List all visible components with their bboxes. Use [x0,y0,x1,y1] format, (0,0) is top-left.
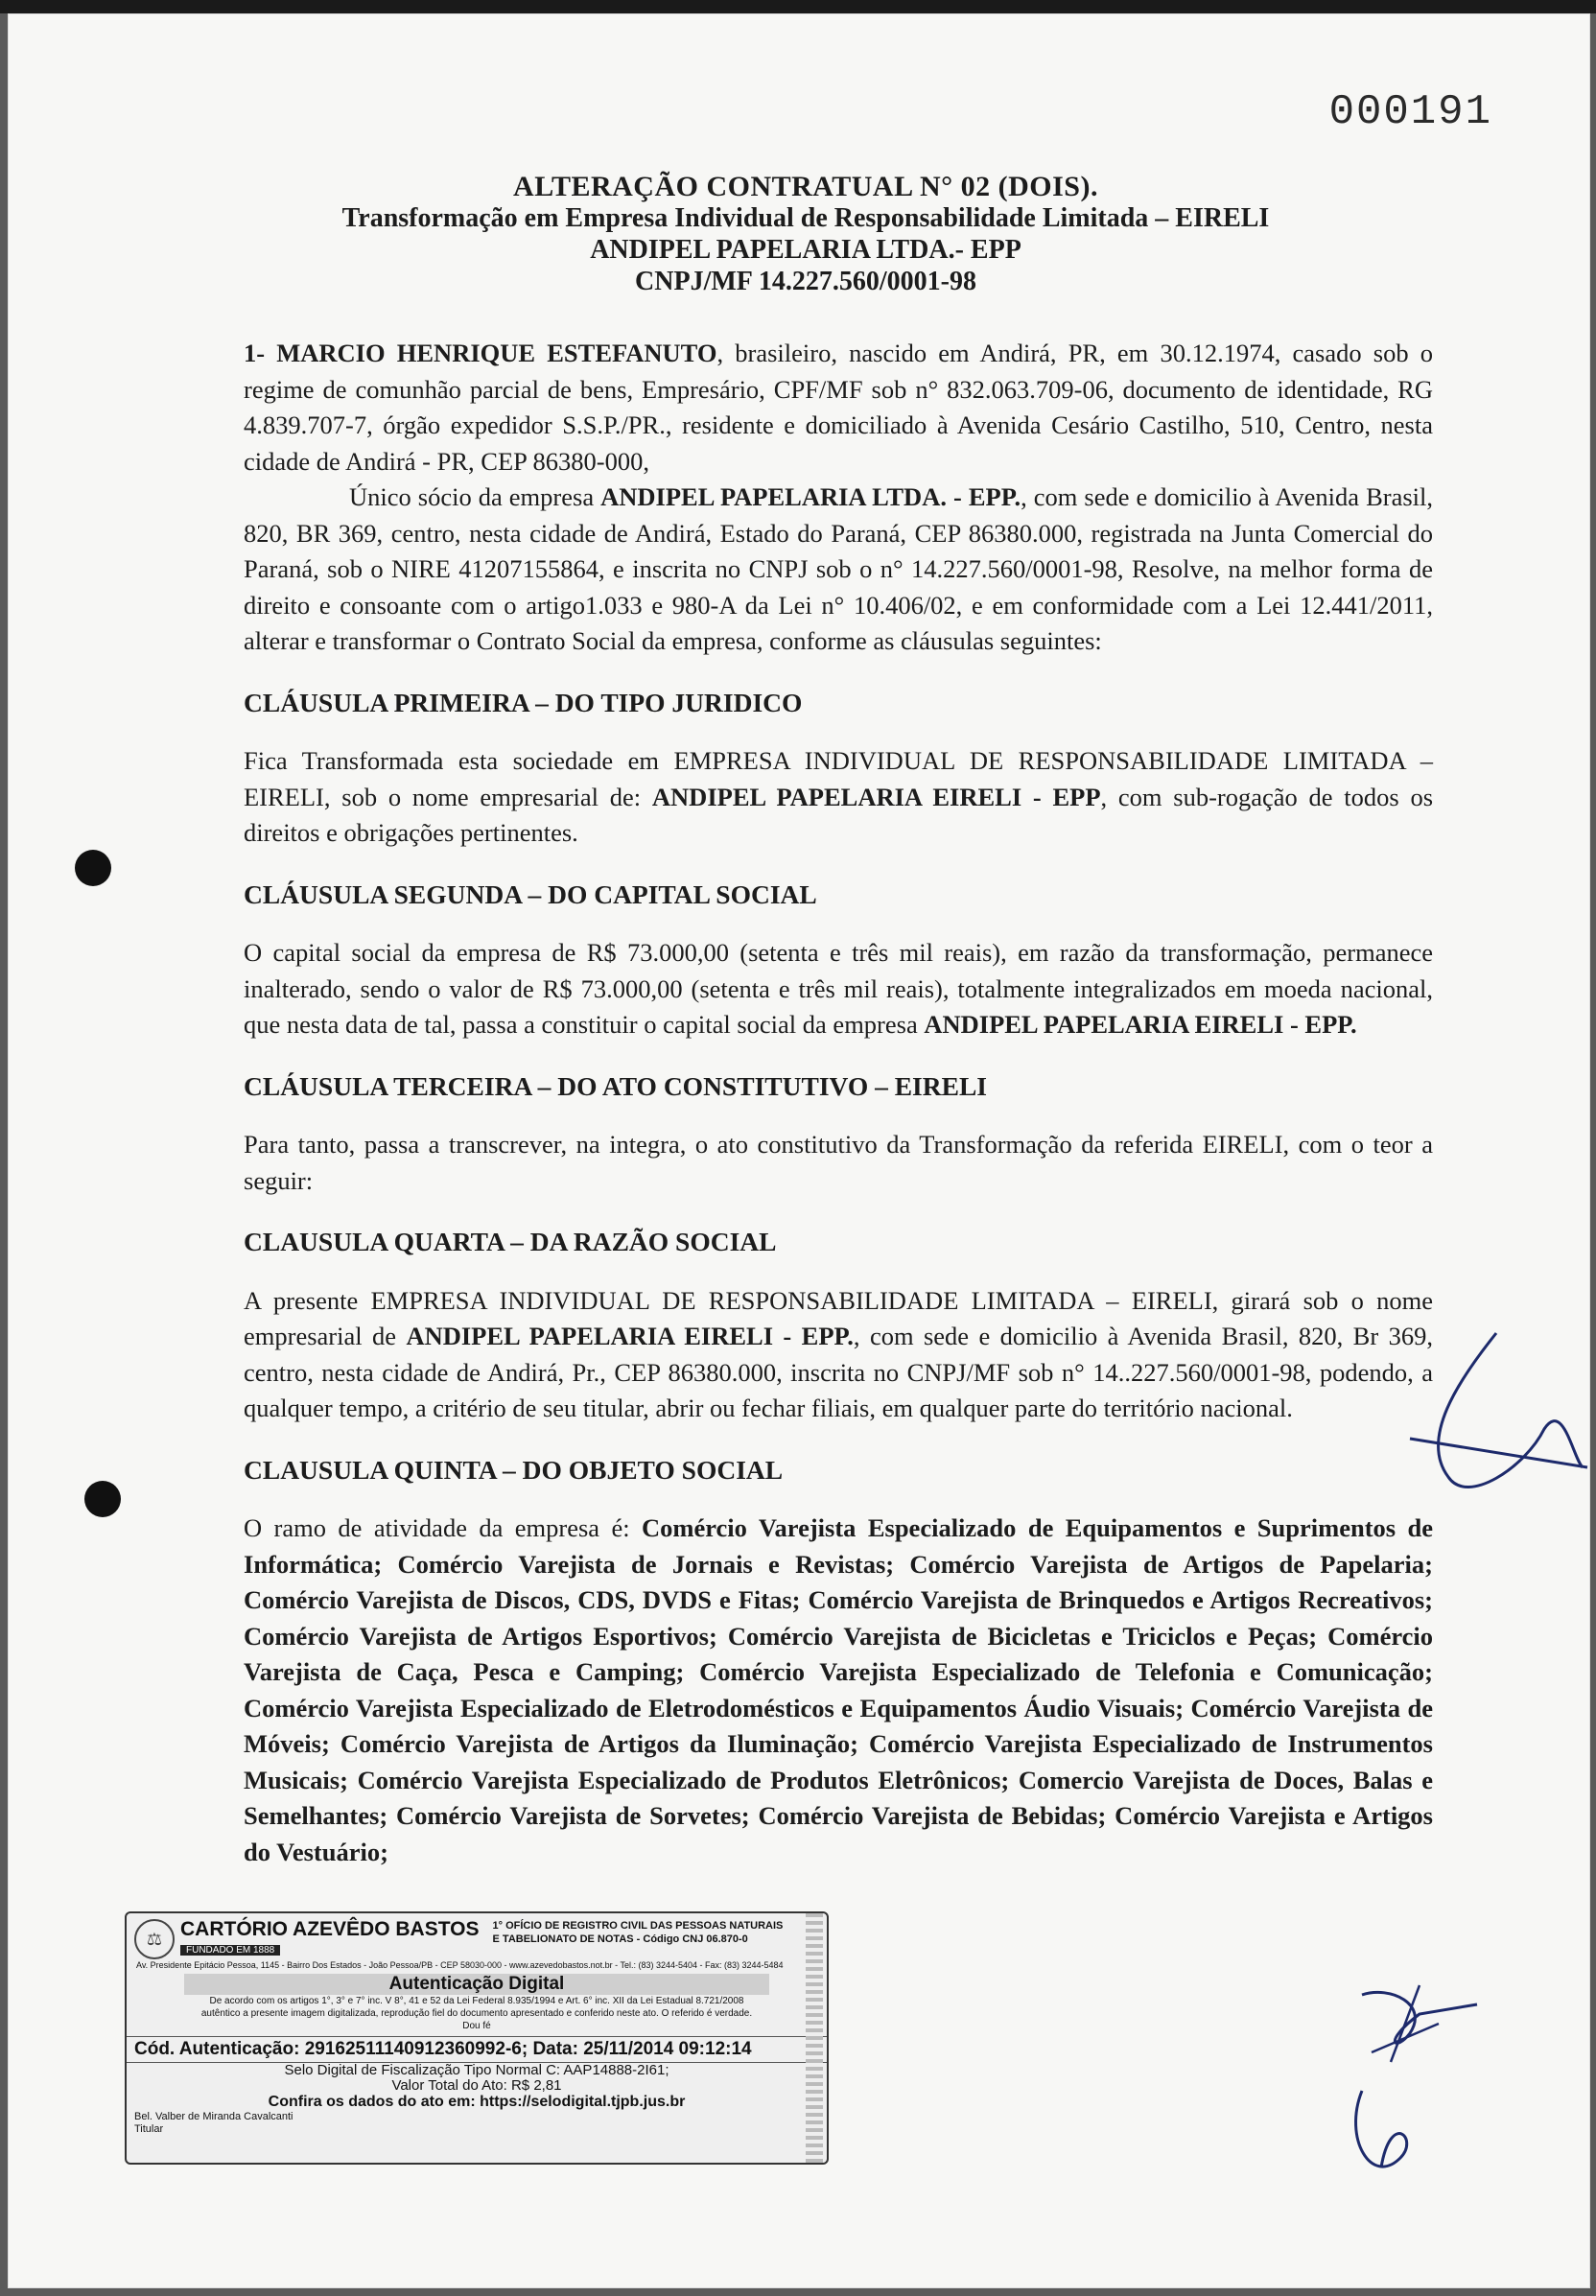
stamp-title: Autenticação Digital [184,1974,769,1995]
document-title: ALTERAÇÃO CONTRATUAL N° 02 (DOIS). [513,171,1098,202]
document-body [244,336,1433,1870]
stamp-founded: FUNDADO EM 1888 [180,1945,280,1956]
clause-text-part: , com sede e domicilio à Avenida Brasil, 820, Br 369, centro, nesta cidade de Andirá, Pr., CEP 86380.000, inscrita no CNPJ/MF sob n° 14..227.560/0001-98, podendo, a qualquer tempo, a critério de seu titular, abrir ou fechar filiais, em qualquer parte do território nacional. [244,1322,1433,1422]
clause-text-part: Fica Transformada esta sociedade em EMPRESA INDIVIDUAL DE RESPONSABILIDADE LIMITADA – EIRELI, sob o nome empresarial de: [244,746,1433,811]
owner-name: 1- MARCIO HENRIQUE ESTEFANUTO [244,339,717,367]
clause-heading: CLÁUSULA PRIMEIRA – DO TIPO JURIDICO [244,687,803,717]
clause-text-part: Para tanto, passa a transcrever, na integra, o ato constitutivo da Transformação da referida EIRELI, com o teor a seguir: [244,1130,1433,1195]
stamp-office-line: E TABELIONATO DE NOTAS - Código CNJ 06.870-0 [492,1933,748,1945]
intro-paragraph [244,336,1433,480]
document-subtitle: Transformação em Empresa Individual de Responsabilidade Limitada – EIRELI [341,203,1270,233]
clause-text-part: A presente EMPRESA INDIVIDUAL DE RESPONSABILIDADE LIMITADA – EIRELI, girará sob o nome empresarial de [244,1285,1433,1350]
clause-bold-text: ANDIPEL PAPELARIA EIRELI - EPP [651,782,1101,811]
clause-text [244,935,1433,1043]
notary-role: Titular [134,2123,164,2135]
document-header [230,171,1381,297]
clause-text [244,1511,1433,1870]
stamp-security-stripe [806,1913,823,2163]
clause-text [244,743,1433,852]
notary-name: Bel. Valber de Miranda Cavalcanti [134,2111,293,2122]
socio-paragraph [244,480,1433,660]
punch-hole [84,1481,121,1517]
clause-heading: CLÁUSULA SEGUNDA – DO CAPITAL SOCIAL [244,879,817,909]
clause-bold-text: Comércio Varejista Especializado de Equipamentos e Suprimentos de Informática; Comércio Varejista de Jornais e Revistas; Comércio Varejista de Artigos de Papelaria; Comércio Varejista de Discos, CDS, DVDS e Fitas; Comércio Varejista de Brinquedos e Artigos Recreativos; Comércio Varejista de Artigos Esportivos; Comércio Varejista de Bicicletas e Triciclos e Peças; Comércio Varejista de Caça, Pesca e Camping; Comércio Varejista Especializado de Telefonia e Comunicação; Comércio Varejista Especializado de Eletrodomésticos e Equipamentos Áudio Visuais; Comércio Varejista de Móveis; Comércio Varejista de Artigos da Iluminação; Comércio Varejista Especializado de Instrumentos Musicais; Comércio Varejista Especializado de Produtos Eletrônicos; Comercio Varejista de Doces, Balas e Semelhantes; Comércio Varejista de Sorvetes; Comércio Varejista de Bebidas; Comércio Varejista e Artigos do Vestuário; [244,1513,1433,1866]
authentication-code: Cód. Autenticação: 29162511140912360992-6; Data: 25/11/2014 09:12:14 [127,2036,827,2063]
stamp-address: Av. Presidente Epitácio Pessoa, 1145 - Bairro Dos Estados - João Pessoa/PB - CEP 58030-000 - www.azevedobastos.not.br - Tel.: (83) 3244-5404 - Fax: (83) 3244-5484 [136,1960,784,1970]
stamp-brand: CARTÓRIO AZEVÊDO BASTOS [180,1918,480,1940]
stamp-office [493,1919,784,1946]
clause-text-part: O capital social da empresa de R$ 73.000,00 (setenta e três mil reais), em razão da transformação, permanece inalterado, sendo o valor de R$ 73.000,00 (setenta e três mil reais), totalmente integralizados em moeda nacional, que nesta data de tal, passa a constituir o capital social da empresa [244,938,1433,1039]
company-cnpj: CNPJ/MF 14.227.560/0001-98 [635,267,976,296]
verification-link: Confira os dados do ato em: https://selodigital.tjpb.jus.br [268,2094,686,2110]
socio-text: Único sócio da empresa [349,482,601,511]
clause-bold-text: ANDIPEL PAPELARIA EIRELI - EPP. [406,1322,854,1350]
clause-text [244,1127,1433,1199]
socio-company: ANDIPEL PAPELARIA LTDA. - EPP. [600,482,1021,511]
owner-qualification: , brasileiro, nascido em Andirá, PR, em 30.12.1974, casado sob o regime de comunhão parcial de bens, Empresário, CPF/MF sob n° 832.063.709-06, documento de identidade, RG 4.839.707-7, órgão expedidor S.S.P./PR., residente e domiciliado à Avenida Cesário Castilho, 510, Centro, nesta cidade de Andirá - PR, CEP 86380-000, [244,339,1433,476]
punch-hole [75,850,111,886]
act-value: Valor Total do Ato: R$ 2,81 [391,2077,562,2094]
scan-top-edge [0,0,1596,13]
clause-text-part: , com sub-rogação de todos os direitos e obrigações pertinentes. [244,782,1434,847]
digital-seal: Selo Digital de Fiscalização Tipo Normal C: AAP14888-2I61; [284,2062,669,2078]
clause-heading: CLÁUSULA TERCEIRA – DO ATO CONSTITUTIVO – EIRELI [244,1070,988,1101]
clause-text [244,1283,1433,1427]
page-number: 000191 [1328,88,1492,136]
clause-bold-text: ANDIPEL PAPELARIA EIRELI - EPP. [924,1010,1357,1039]
stamp-legal-text: De acordo com os artigos 1°, 3° e 7° inc. V 8°, 41 e 52 da Lei Federal 8.935/1994 e Art. 6° inc. XII da Lei Estadual 8.721/2008 autêntico a presente imagem digitalizada, reprodução fiel do documento apresentado e conferido neste ato. O referido é verdade. Dou fé [200,1996,753,2031]
stamp-office-line: 1° OFÍCIO DE REGISTRO CIVIL DAS PESSOAS NATURAIS [492,1920,784,1932]
notary-seal-icon: ⚖ [134,1919,175,1959]
clause-text-part: O ramo de atividade da empresa é: [244,1513,643,1542]
clause-heading: CLAUSULA QUINTA – DO OBJETO SOCIAL [244,1454,784,1485]
company-name: ANDIPEL PAPELARIA LTDA.- EPP [590,235,1021,265]
socio-details: , com sede e domicilio à Avenida Brasil, 820, BR 369, centro, nesta cidade de Andirá, Estado do Paraná, CEP 86380.000, registrada na Junta Comercial do Paraná, sob o NIRE 41207155864, e inscrita no CNPJ sob o n° 14.227.560/0001-98, Resolve, na melhor forma de direito e consoante com o artigo1.033 e 980-A da Lei n° 10.406/02, e em conformidade com a Lei 12.441/2011, alterar e transformar o Contrato Social da empresa, conforme as cláusulas seguintes: [244,482,1433,655]
authentication-stamp [125,1911,829,2165]
clause-heading: CLAUSULA QUARTA – DA RAZÃO SOCIAL [244,1227,777,1256]
